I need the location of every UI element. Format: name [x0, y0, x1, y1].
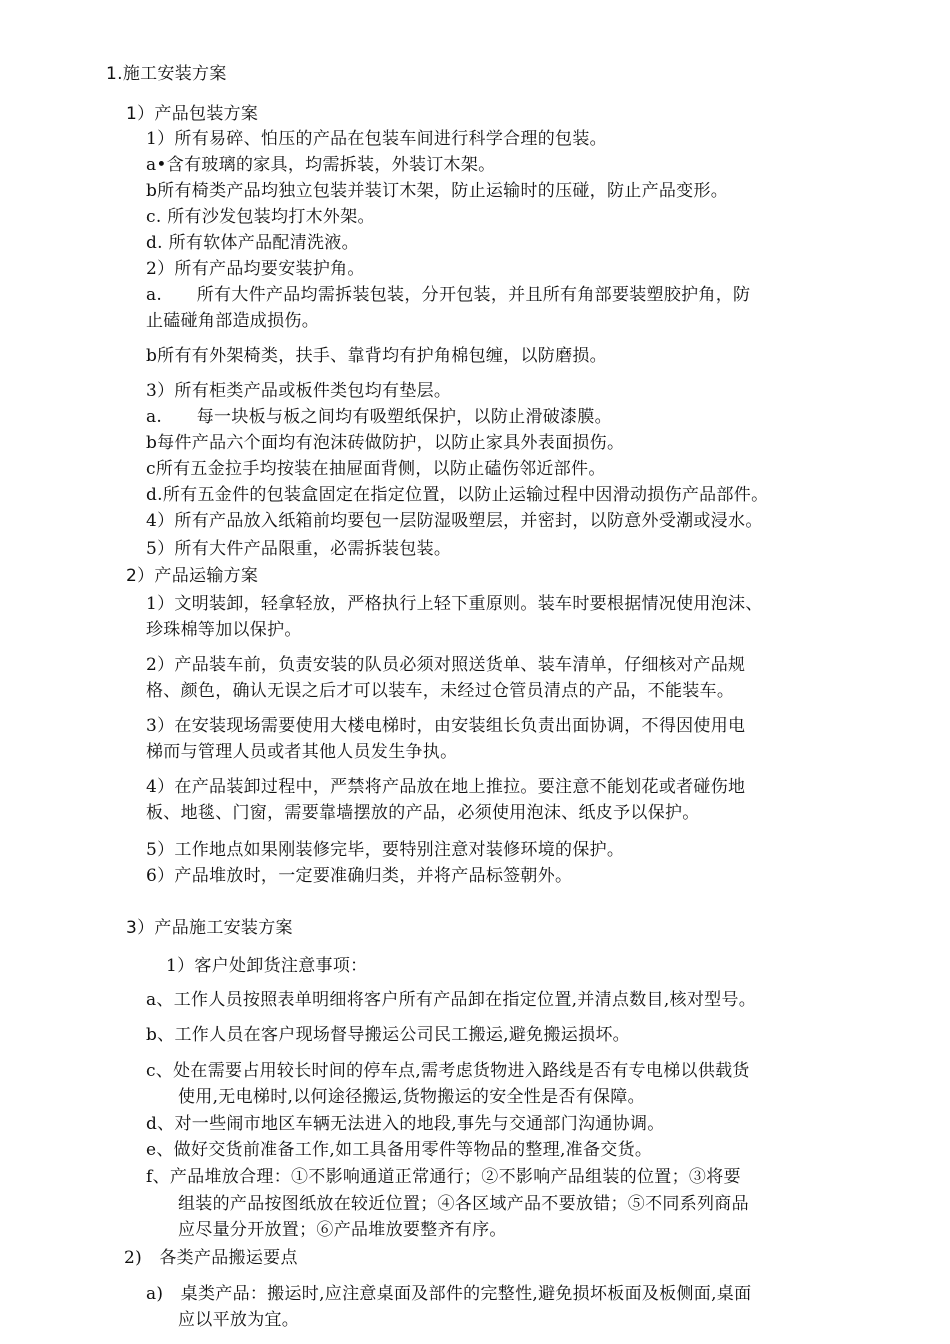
packaging-line: c所有五金拉手均按装在抽屉面背侧，以防止磕伤邻近部件。 — [146, 459, 606, 479]
handling-heading: 2) 各类产品搬运要点 — [124, 1248, 298, 1268]
transport-line: 格、颜色，确认无误之后才可以装车，未经过仓管员清点的产品，不能装车。 — [146, 681, 735, 701]
handling-line: 应以平放为宜。 — [178, 1310, 300, 1330]
packaging-line: b所有有外架椅类，扶手、靠背均有护角棉包缠，以防磨损。 — [146, 346, 607, 366]
installation-line: 应尽量分开放置；⑥产品堆放要整齐有序。 — [178, 1220, 507, 1240]
packaging-line: b所有椅类产品均独立包装并装订木架，防止运输时的压碰，防止产品变形。 — [146, 181, 729, 201]
packaging-line: a. 每一块板与板之间均有吸塑纸保护，以防止滑破漆膜。 — [146, 407, 612, 427]
installation-line: 使用,无电梯时,以何途径搬运,货物搬运的安全性是否有保障。 — [178, 1087, 645, 1107]
transport-line: 珍珠棉等加以保护。 — [146, 620, 302, 640]
packaging-line: 3）所有柜类产品或板件类包均有垫层。 — [146, 381, 452, 401]
installation-line: c、处在需要占用较长时间的停车点,需考虑货物进入路线是否有专电梯以供载货 — [146, 1061, 750, 1081]
packaging-line: b每件产品六个面均有泡沫砖做防护，以防止家具外表面损伤。 — [146, 433, 625, 453]
packaging-line: 4）所有产品放入纸箱前均要包一层防湿吸塑层，并密封，以防意外受潮或浸水。 — [146, 511, 763, 531]
transport-line: 1）文明装卸，轻拿轻放，严格执行上轻下重原则。装车时要根据情况使用泡沫、 — [146, 594, 763, 614]
packaging-line: c. 所有沙发包装均打木外架。 — [146, 207, 375, 227]
transport-line: 4）在产品装卸过程中，严禁将产品放在地上推拉。要注意不能划花或者碰伤地 — [146, 777, 746, 797]
transport-line: 3）在安装现场需要使用大楼电梯时，由安装组长负责出面协调，不得因使用电 — [146, 716, 746, 736]
installation-line: d、对一些闹市地区车辆无法进入的地段,事先与交通部门沟通协调。 — [146, 1114, 665, 1134]
packaging-line: a•含有玻璃的家具，均需拆装，外装订木架。 — [146, 155, 496, 175]
packaging-line: 止磕碰角部造成损伤。 — [146, 311, 319, 331]
installation-subheading: 1）客户处卸货注意事项： — [166, 956, 368, 976]
installation-line: e、做好交货前准备工作,如工具备用零件等物品的整理,准备交货。 — [146, 1140, 653, 1160]
handling-line: a) 桌类产品：搬运时,应注意桌面及部件的完整性,避免损坏板面及板侧面,桌面 — [146, 1284, 752, 1304]
packaging-line: 2）所有产品均要安装护角。 — [146, 259, 365, 279]
packaging-line: 5）所有大件产品限重，必需拆装包装。 — [146, 539, 452, 559]
packaging-line: 1）所有易碎、怕压的产品在包装车间进行科学合理的包装。 — [146, 129, 607, 149]
packaging-heading: 1）产品包装方案 — [126, 104, 259, 124]
transport-line: 6）产品堆放时，一定要准确归类，并将产品标签朝外。 — [146, 866, 573, 886]
transport-line: 梯而与管理人员或者其他人员发生争执。 — [146, 742, 458, 762]
installation-line: f、产品堆放合理：①不影响通道正常通行；②不影响产品组装的位置；③将要 — [146, 1167, 741, 1187]
packaging-line: d.所有五金件的包装盒固定在指定位置，以防止运输过程中因滑动损伤产品部件。 — [146, 485, 769, 505]
document-title: 1.施工安装方案 — [106, 64, 227, 84]
installation-line: a、工作人员按照表单明细将客户所有产品卸在指定位置,并清点数目,核对型号。 — [146, 990, 757, 1010]
installation-heading: 3）产品施工安装方案 — [126, 918, 293, 938]
packaging-line: d. 所有软体产品配清洗液。 — [146, 233, 359, 253]
installation-line: b、工作人员在客户现场督导搬运公司民工搬运,避免搬运损坏。 — [146, 1025, 630, 1045]
transport-line: 5）工作地点如果刚装修完毕，要特别注意对装修环境的保护。 — [146, 840, 625, 860]
transport-line: 2）产品装车前，负责安装的队员必须对照送货单、装车清单，仔细核对产品规 — [146, 655, 746, 675]
transport-line: 板、地毯、门窗，需要靠墙摆放的产品，必须使用泡沫、纸皮予以保护。 — [146, 803, 700, 823]
transport-heading: 2）产品运输方案 — [126, 566, 259, 586]
installation-line: 组装的产品按图纸放在较近位置；④各区域产品不要放错；⑤不同系列商品 — [178, 1194, 749, 1214]
packaging-line: a. 所有大件产品均需拆装包装，分开包装，并且所有角部要装塑胶护角，防 — [146, 285, 751, 305]
